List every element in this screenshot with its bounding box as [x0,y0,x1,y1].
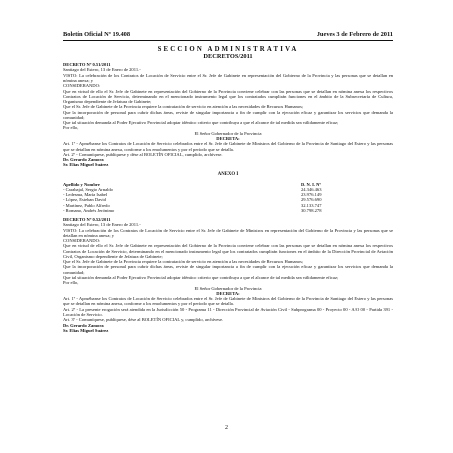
annex-person-dni: 23.976.149 [301,192,322,198]
decree-considerando-label: CONSIDERANDO: [63,238,101,244]
decree-decreta: DECRETA: [216,136,240,142]
decree-0-52 [63,217,393,333]
bulletin-header [63,31,393,41]
decree-paragraph: Que tal situación demanda al Poder Ejecutivo Provincial adoptar idéntico criterio que contribuya a que el alcance de tal medida sea válidamente eficaz; [63,120,339,126]
decree-article-2: Art. 2º - Comuníquese, publíquese y dése al BOLETÍN OFICIAL, cumplido, archívese. [63,151,223,157]
decree-paragraph: Que el Sr. Jefe de Gabinete de la Provincia requiere la contratación de servicio en atención a las necesidades de Recursos Humanos; [63,259,304,265]
annex-person-dni: 32.133.747 [301,202,322,208]
annex-person-name: - Martínez, Pablo Alfredo [63,202,110,208]
decree-paragraph: Que la incorporación de personal para cubrir dichas áreas, reviste de singular importancia a fin de cumplir con la ejecución eficaz y garantizar los servicios que demanda la comunidad; [63,264,393,275]
section-title: SECCION ADMINISTRATIVA [157,45,299,53]
annex-col-dni: D. N. I. Nº [301,181,321,187]
decree-article-1: Art. 1º - Apruébanse los Contratos de Locación de Servicio celebrados entre el Sr. Jefe de Gabinete de Ministros del Gobierno de la Provincia de Santiago del Estero y las personas que se detallan en nómina anexa, conforme a los emolumentos y por el período que se detalla. [63,296,393,307]
decree-number: DECRETO Nº 0.52/2011 [63,216,111,222]
annex-title: ANEXO I [217,171,239,177]
decree-date: Santiago del Estero, 13 de Enero de 2011.- [63,222,141,228]
decree-paragraph: Que en virtud de ello el Sr. Jefe de Gabinete en representación del Gobierno de la Provincia conviene celebrar con las personas que se detallan en nómina anexa los respectivos Contratos de Locación de Servicio, determinando en el mencionado instrumento legal que los contratados cumplirán funciones en el ámbito de la Dirección Provincial de Aviación Civil, Organismo dependiente de Jefatura de Gabinete; [63,243,393,259]
decree-article-2: Art. 2º - La presente erogación será atendida en la Jurisdicción 50 - Programa 11 - Dirección Provincial de Aviación Civil - Subprograma 00 - Proyecto 00 - A/O 00 - Partida 391 - Locación de Servicio. [63,306,393,317]
decree-governor: El Señor Gobernador de la Provincia [194,130,262,136]
decree-visto: VISTO: La celebración de los Contratos de Locación de Servicio entre el Sr. Jefe de Gabinete en representación del Gobierno de la Provincia y las personas que se detallan en nómina anexa; y [63,72,393,83]
decree-signature-minister: Sr. Elías Miguel Suárez [63,327,109,333]
decree-por-ello: Por ello, [63,125,79,131]
decree-signature-governor: Dr. Gerardo Zamora [63,322,104,328]
annex-person-name: - López, Esteban David [63,197,106,203]
decree-paragraph: Que tal situación demanda al Poder Ejecutivo Provincial adoptar idéntico criterio que contribuya a que el alcance de tal medida sea válidamente eficaz; [63,275,339,281]
decree-visto: VISTO: La celebración de los Contratos de Locación de Servicio entre el Sr. Jefe de Gabinete de Ministros en representación del Gobierno de la Provincia y las personas que se detallan en nómina anexa; y [63,227,393,238]
annex-person-name: - Ledesma, María Isabel [63,192,108,198]
bulletin-number: Boletín Oficial Nº 19.408 [63,31,131,38]
annex-person-dni: 30.798.278 [301,207,322,213]
decree-governor: El Señor Gobernador de la Provincia [194,285,262,291]
decree-signature-governor: Dr. Gerardo Zamora [63,157,104,163]
decree-considerando-label: CONSIDERANDO: [63,83,101,89]
annex-table [63,182,393,213]
decree-paragraph: Que el Sr. Jefe de Gabinete de la Provincia requiere la contratación de servicio en atención a las necesidades de Recursos Humanos; [63,104,304,110]
decree-number: DECRETO Nº 0.51/2011 [63,62,111,68]
decree-paragraph: Que la incorporación de personal para cubrir dichas áreas, reviste de singular importancia a fin de cumplir con la ejecución eficaz y garantizar los servicios que demanda la comunidad; [63,109,393,120]
annex-person-dni: 29.576.690 [301,197,322,203]
section-subtitle: DECRETOS/2011 [203,53,253,61]
annex-person-name: - Carabajal, Sergio Arnaldo [63,186,113,192]
decree-decreta: DECRETA: [216,290,240,296]
page-number: 2 [225,425,228,431]
decree-signature-minister: Sr. Elías Miguel Suárez [63,162,109,168]
decree-0-51 [63,62,393,168]
decree-article-3: Art. 3º - Comuníquese, publíquese, dése al BOLETÍN OFICIAL y, cumplido, archívese. [63,317,224,323]
decree-date: Santiago del Estero, 13 de Enero de 2011.- [63,67,141,73]
bulletin-date: Jueves 3 de Febrero de 2011 [316,31,393,38]
decree-paragraph: Que en virtud de ello el Sr. Jefe de Gabinete en representación del Gobierno de la Provincia conviene celebrar con las personas que se detallan en nómina anexa los respectivos Contratos de Locación de Servicio, determinando en el mencionado instrumento legal que los contratados cumplirán funciones en el ámbito de la Subsecretaría de Cultura, Organismo dependiente de Jefatura de Gabinete; [63,88,393,105]
decree-por-ello: Por ello, [63,280,79,286]
decree-article-1: Art. 1º - Apruébanse los Contratos de Locación de Servicio celebrados entre el Sr. Jefe de Gabinete de Ministros del Gobierno de la Provincia de Santiago del Estero y las personas que se detallan en nómina anexa, conforme a los emolumentos y por el período que se detalla. [63,141,393,152]
annex-person-name: - Romano, Andrés Jerónimo [63,207,115,213]
annex-col-name: Apellido y Nombre [63,181,100,187]
annex-person-dni: 24.346.463 [301,186,322,192]
